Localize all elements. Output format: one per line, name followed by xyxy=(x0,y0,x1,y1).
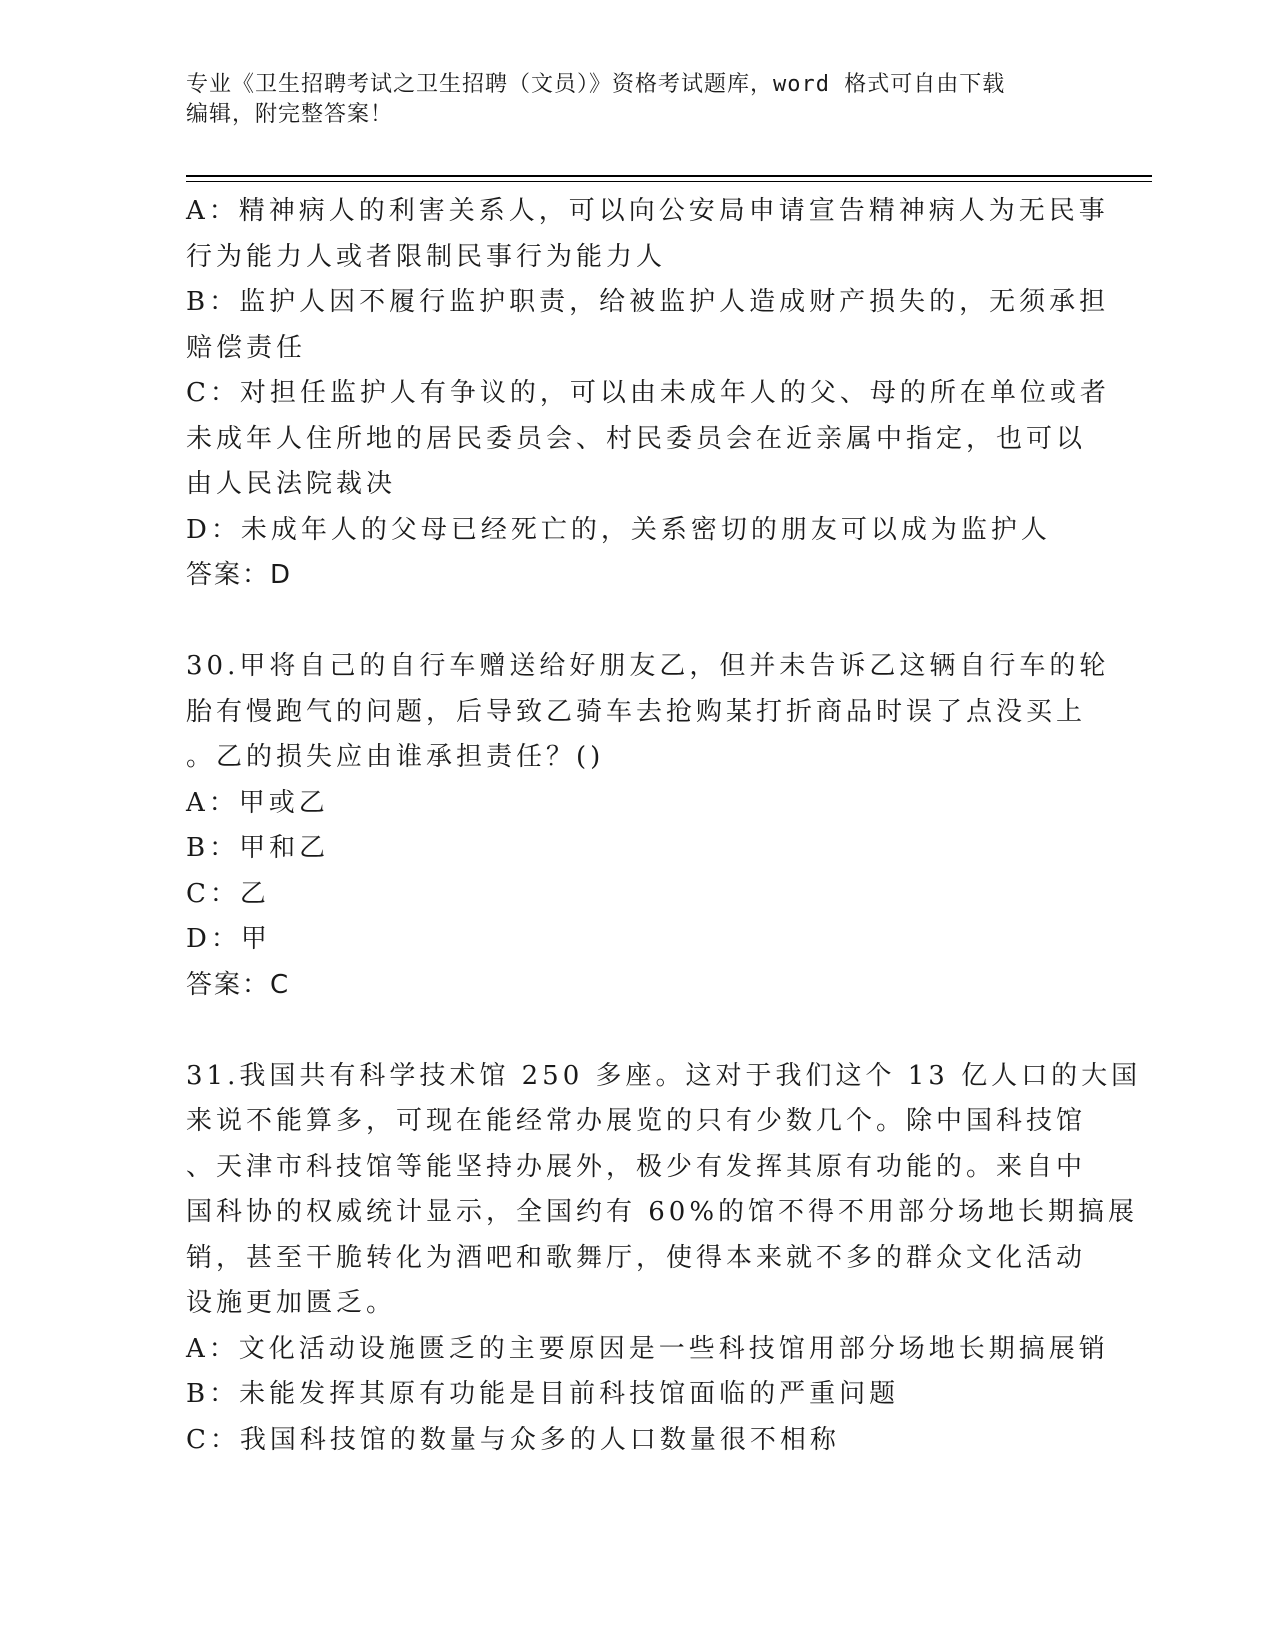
option-c-line: C：乙 xyxy=(186,878,270,909)
document-header xyxy=(186,70,1076,130)
header-line-2: 编辑，附完整答案！ xyxy=(186,102,394,127)
question-stem-line: 。乙的损失应由谁承担责任？() xyxy=(186,742,605,772)
option-a-line: A：甲或乙 xyxy=(186,787,329,818)
option-a-line: 行为能力人或者限制民事行为能力人 xyxy=(186,241,667,272)
header-rule-thick xyxy=(186,175,1152,177)
spacer xyxy=(186,599,1086,645)
question-stem-line: 31.我国共有科学技术馆 250 多座。这对于我们这个 13 亿人口的大国 xyxy=(186,1060,1142,1091)
option-c-line: 由人民法院裁决 xyxy=(186,469,397,499)
header-rule-thin xyxy=(186,181,1152,182)
option-b-line: B：甲和乙 xyxy=(186,833,330,863)
question-content xyxy=(186,189,1142,1463)
option-c-line: 未成年人住所地的居民委员会、村民委员会在近亲属中指定，也可以 xyxy=(186,423,1087,454)
option-c-line: C：我国科技馆的数量与众多的人口数量很不相称 xyxy=(186,1424,840,1455)
question-stem-line: 胎有慢跑气的问题，后导致乙骑车去抢购某打折商品时误了点没买上 xyxy=(186,696,1087,727)
option-b-line: B：监护人因不履行监护职责，给被监护人造成财产损失的，无须承担 xyxy=(186,287,1110,317)
question-29-options xyxy=(186,189,1110,599)
option-d-line: D：未成年人的父母已经死亡的，关系密切的朋友可以成为监护人 xyxy=(186,514,1051,545)
question-31 xyxy=(186,1054,1142,1464)
question-stem-line: 、天津市科技馆等能坚持办展外，极少有发挥其原有功能的。来自中 xyxy=(186,1151,1087,1182)
spacer xyxy=(186,1008,1086,1054)
question-stem-line: 国科协的权威统计显示，全国约有 60%的馆不得不用部分场地长期搞展 xyxy=(186,1197,1139,1227)
option-a-line: A：文化活动设施匮乏的主要原因是一些科技馆用部分场地长期搞展销 xyxy=(186,1333,1109,1364)
header-line-1: 专业《卫生招聘考试之卫生招聘（文员）》资格考试题库，word 格式可自由下载 xyxy=(186,72,1006,97)
question-stem-line: 销，甚至干脆转化为酒吧和歌舞厅，使得本来就不多的群众文化活动 xyxy=(186,1242,1087,1273)
option-a-line: A：精神病人的利害关系人，可以向公安局申请宣告精神病人为无民事 xyxy=(186,196,1109,226)
answer-29: 答案：D xyxy=(186,560,293,590)
answer-30: 答案：C xyxy=(186,969,291,1000)
question-stem-line: 设施更加匮乏。 xyxy=(186,1288,397,1318)
question-30 xyxy=(186,644,1110,1008)
question-stem-line: 来说不能算多，可现在能经常办展览的只有少数几个。除中国科技馆 xyxy=(186,1106,1087,1136)
option-b-line: B：未能发挥其原有功能是目前科技馆面临的严重问题 xyxy=(186,1379,900,1409)
question-stem-line: 30.甲将自己的自行车赠送给好朋友乙，但并未告诉乙这辆自行车的轮 xyxy=(186,651,1110,681)
option-c-line: C：对担任监护人有争议的，可以由未成年人的父、母的所在单位或者 xyxy=(186,378,1110,408)
option-b-line: 赔偿责任 xyxy=(186,332,307,363)
option-d-line: D：甲 xyxy=(186,924,271,954)
